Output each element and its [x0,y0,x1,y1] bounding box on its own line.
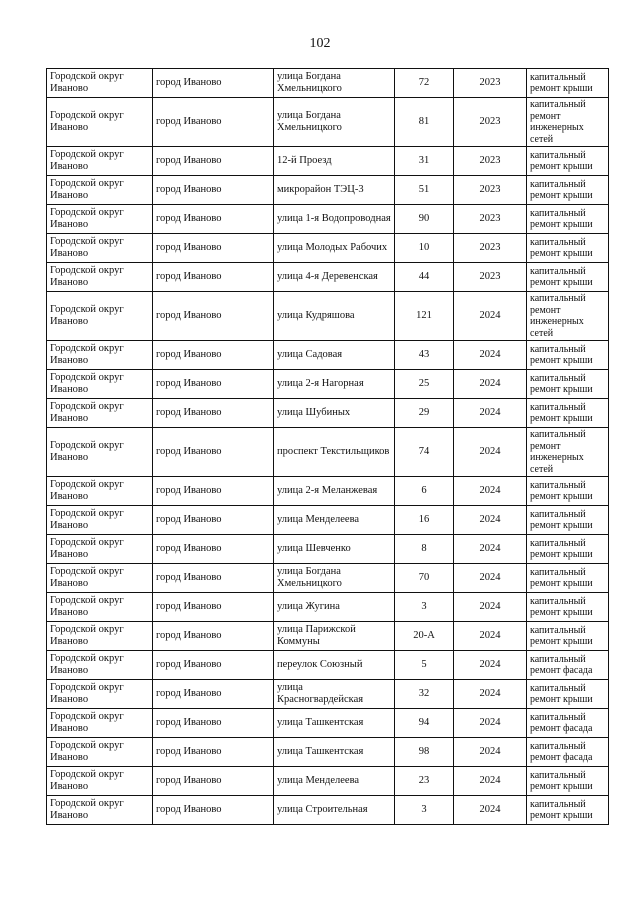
cell-street: улица Менделеева [274,506,395,535]
cell-work-type: капитальный ремонт фасада [527,709,609,738]
table-row [47,428,609,477]
cell-okrug: Городской округ Иваново [47,234,153,263]
cell-house: 10 [395,234,454,263]
cell-house: 44 [395,263,454,292]
cell-city: город Иваново [153,738,274,767]
cell-work-type: капитальный ремонт фасада [527,738,609,767]
cell-year: 2023 [454,98,527,147]
cell-year: 2024 [454,506,527,535]
cell-okrug: Городской округ Иваново [47,341,153,370]
cell-work-type: капитальный ремонт инженерных сетей [527,98,609,147]
cell-city: город Иваново [153,147,274,176]
cell-street: переулок Союзный [274,651,395,680]
cell-okrug: Городской округ Иваново [47,535,153,564]
cell-house: 70 [395,564,454,593]
cell-year: 2024 [454,593,527,622]
cell-okrug: Городской округ Иваново [47,205,153,234]
cell-city: город Иваново [153,205,274,234]
cell-okrug: Городской округ Иваново [47,622,153,651]
cell-year: 2024 [454,428,527,477]
cell-city: город Иваново [153,535,274,564]
cell-work-type: капитальный ремонт крыши [527,341,609,370]
cell-work-type: капитальный ремонт крыши [527,564,609,593]
cell-work-type: капитальный ремонт крыши [527,535,609,564]
cell-street: улица Садовая [274,341,395,370]
cell-city: город Иваново [153,234,274,263]
cell-work-type: капитальный ремонт крыши [527,593,609,622]
cell-okrug: Городской округ Иваново [47,709,153,738]
cell-year: 2024 [454,680,527,709]
cell-street: улица Молодых Рабочих [274,234,395,263]
cell-city: город Иваново [153,622,274,651]
cell-house: 25 [395,370,454,399]
table-row [47,205,609,234]
cell-work-type: капитальный ремонт крыши [527,506,609,535]
cell-house: 121 [395,292,454,341]
cell-city: город Иваново [153,370,274,399]
cell-okrug: Городской округ Иваново [47,680,153,709]
cell-okrug: Городской округ Иваново [47,69,153,98]
cell-okrug: Городской округ Иваново [47,98,153,147]
table-row [47,709,609,738]
cell-house: 72 [395,69,454,98]
cell-year: 2024 [454,651,527,680]
cell-house: 31 [395,147,454,176]
cell-work-type: капитальный ремонт крыши [527,477,609,506]
cell-okrug: Городской округ Иваново [47,593,153,622]
cell-street: улица Шубиных [274,399,395,428]
cell-work-type: капитальный ремонт крыши [527,263,609,292]
table-row [47,680,609,709]
cell-year: 2024 [454,738,527,767]
cell-year: 2024 [454,477,527,506]
cell-okrug: Городской округ Иваново [47,399,153,428]
table-row [47,796,609,825]
cell-work-type: капитальный ремонт крыши [527,69,609,98]
cell-year: 2024 [454,767,527,796]
cell-street: улица 4-я Деревенская [274,263,395,292]
cell-house: 16 [395,506,454,535]
cell-city: город Иваново [153,69,274,98]
cell-street: улица Кудряшова [274,292,395,341]
cell-city: город Иваново [153,651,274,680]
cell-year: 2023 [454,176,527,205]
cell-street: улица Богдана Хмельницкого [274,564,395,593]
table-row [47,767,609,796]
cell-house: 5 [395,651,454,680]
cell-city: город Иваново [153,593,274,622]
cell-year: 2024 [454,535,527,564]
table-row [47,564,609,593]
cell-city: город Иваново [153,796,274,825]
cell-work-type: капитальный ремонт крыши [527,176,609,205]
table-row [47,69,609,98]
cell-okrug: Городской округ Иваново [47,651,153,680]
cell-year: 2024 [454,564,527,593]
cell-city: город Иваново [153,506,274,535]
cell-okrug: Городской округ Иваново [47,506,153,535]
cell-city: город Иваново [153,98,274,147]
cell-house: 23 [395,767,454,796]
cell-work-type: капитальный ремонт крыши [527,399,609,428]
cell-work-type: капитальный ремонт фасада [527,651,609,680]
table-row [47,147,609,176]
cell-okrug: Городской округ Иваново [47,477,153,506]
cell-year: 2023 [454,147,527,176]
cell-year: 2024 [454,796,527,825]
cell-street: проспект Текстильщиков [274,428,395,477]
table-row [47,651,609,680]
cell-okrug: Городской округ Иваново [47,147,153,176]
cell-street: улица Парижской Коммуны [274,622,395,651]
cell-street: улица Богдана Хмельницкого [274,69,395,98]
cell-year: 2023 [454,234,527,263]
cell-house: 74 [395,428,454,477]
table-row [47,506,609,535]
table-row [47,535,609,564]
cell-house: 29 [395,399,454,428]
cell-year: 2023 [454,69,527,98]
cell-street: улица Жугина [274,593,395,622]
cell-city: город Иваново [153,176,274,205]
table-row [47,341,609,370]
cell-house: 90 [395,205,454,234]
cell-street: улица 2-я Нагорная [274,370,395,399]
cell-okrug: Городской округ Иваново [47,370,153,399]
cell-house: 43 [395,341,454,370]
cell-city: город Иваново [153,767,274,796]
cell-okrug: Городской округ Иваново [47,796,153,825]
cell-year: 2024 [454,709,527,738]
cell-house: 6 [395,477,454,506]
table-row [47,738,609,767]
table-row [47,292,609,341]
cell-house: 94 [395,709,454,738]
cell-okrug: Городской округ Иваново [47,428,153,477]
cell-year: 2024 [454,292,527,341]
cell-street: микрорайон ТЭЦ-3 [274,176,395,205]
cell-okrug: Городской округ Иваново [47,738,153,767]
cell-work-type: капитальный ремонт инженерных сетей [527,428,609,477]
cell-work-type: капитальный ремонт крыши [527,680,609,709]
cell-city: город Иваново [153,399,274,428]
cell-work-type: капитальный ремонт крыши [527,622,609,651]
cell-house: 3 [395,593,454,622]
cell-city: город Иваново [153,477,274,506]
cell-year: 2024 [454,399,527,428]
cell-okrug: Городской округ Иваново [47,176,153,205]
table-row [47,477,609,506]
table-row [47,263,609,292]
cell-house: 3 [395,796,454,825]
table-row [47,98,609,147]
table-row [47,234,609,263]
cell-work-type: капитальный ремонт крыши [527,767,609,796]
cell-work-type: капитальный ремонт крыши [527,796,609,825]
cell-city: город Иваново [153,292,274,341]
cell-city: город Иваново [153,709,274,738]
cell-house: 8 [395,535,454,564]
cell-street: 12-й Проезд [274,147,395,176]
cell-okrug: Городской округ Иваново [47,263,153,292]
cell-okrug: Городской округ Иваново [47,564,153,593]
page-number: 102 [309,36,331,51]
cell-year: 2024 [454,370,527,399]
cell-okrug: Городской округ Иваново [47,767,153,796]
cell-house: 81 [395,98,454,147]
cell-street: улица Ташкентская [274,709,395,738]
cell-okrug: Городской округ Иваново [47,292,153,341]
cell-work-type: капитальный ремонт крыши [527,370,609,399]
table-row [47,593,609,622]
cell-house: 98 [395,738,454,767]
table-row [47,622,609,651]
table-body [47,69,609,825]
cell-city: город Иваново [153,428,274,477]
cell-street: улица 2-я Меланжевая [274,477,395,506]
cell-city: город Иваново [153,341,274,370]
cell-city: город Иваново [153,564,274,593]
cell-street: улица Шевченко [274,535,395,564]
cell-house: 51 [395,176,454,205]
cell-city: город Иваново [153,680,274,709]
cell-year: 2024 [454,341,527,370]
table-row [47,176,609,205]
cell-street: улица Ташкентская [274,738,395,767]
cell-street: улица Менделеева [274,767,395,796]
cell-work-type: капитальный ремонт инженерных сетей [527,292,609,341]
cell-house: 32 [395,680,454,709]
cell-street: улица Богдана Хмельницкого [274,98,395,147]
cell-street: улица 1-я Водопроводная [274,205,395,234]
cell-work-type: капитальный ремонт крыши [527,147,609,176]
repair-plan-table [46,68,609,825]
table-row [47,399,609,428]
cell-year: 2023 [454,263,527,292]
cell-house: 20-А [395,622,454,651]
table-row [47,370,609,399]
cell-work-type: капитальный ремонт крыши [527,205,609,234]
cell-city: город Иваново [153,263,274,292]
cell-year: 2024 [454,622,527,651]
cell-street: улица Строительная [274,796,395,825]
cell-work-type: капитальный ремонт крыши [527,234,609,263]
cell-street: улица Красногвардейская [274,680,395,709]
cell-year: 2023 [454,205,527,234]
